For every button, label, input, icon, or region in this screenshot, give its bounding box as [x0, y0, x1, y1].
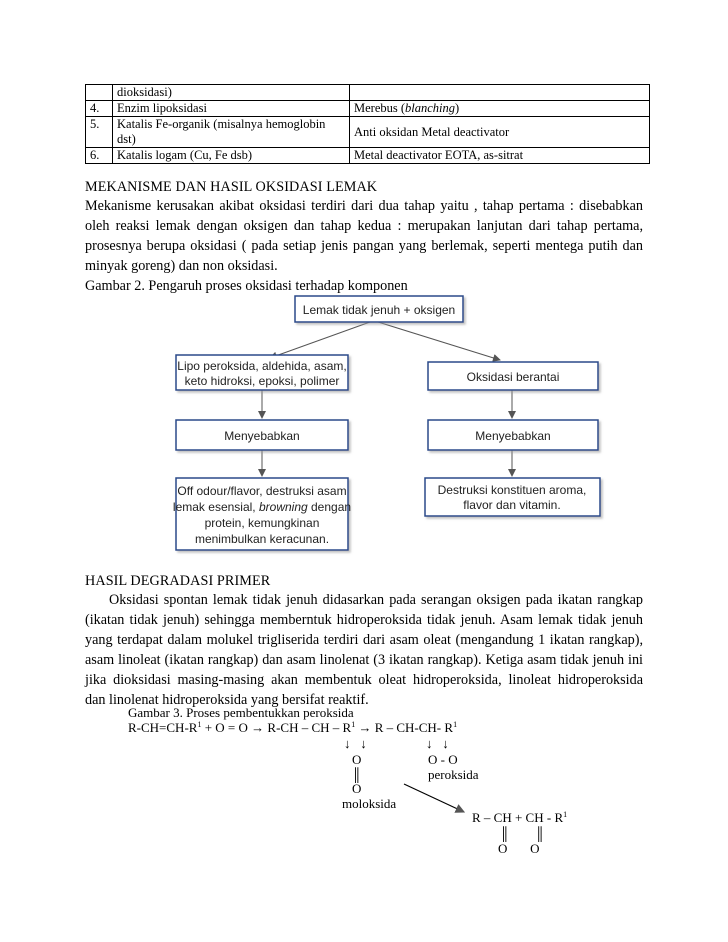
- section-heading: HASIL DEGRADASI PRIMER: [85, 573, 271, 589]
- flow-arrow: [270, 322, 370, 358]
- paragraph-line: prosesnya berupa oksidasi ( pada setiap jenis pangan yang berlemak, seperti mentega putih dan: [85, 238, 643, 254]
- box-label: Menyebabkan: [224, 429, 300, 443]
- paragraph-line: jika dioksidasi masing-masing akan membentuk oleat hidroperoksida, linoleat hidroperoksida: [85, 672, 643, 688]
- table-cell-cause: dioksidasi): [113, 85, 350, 101]
- down-arrows: ↓ ↓: [426, 736, 449, 751]
- reaction-equation: $R-CH=CH-R^1 + O = O \to R-CH$ – CH – $R^1 \to R - CH-CH-$ $R^1$: [128, 720, 458, 735]
- paragraph-line: minyak goreng) dan non oksidasi.: [85, 258, 278, 274]
- box-label: flavor dan vitamin.: [463, 498, 561, 512]
- diagram-box-chain-oxidation: [428, 362, 598, 390]
- reaction-arrow: [404, 784, 464, 812]
- box-label: lemak esensial, browning dengan: [172, 500, 352, 514]
- paragraph-line: oleh reaksi lemak dengan oksigen dan tahap kedua : merupakan lanjutan dari tahap pertama,: [85, 218, 643, 234]
- peroksida-label: peroksida: [428, 767, 479, 782]
- diagram-box-effects-left: [173, 478, 351, 550]
- product-bonds: ║ ║: [500, 826, 545, 841]
- cause-line: dst): [117, 132, 136, 146]
- section-heading: MEKANISME DAN HASIL OKSIDASI LEMAK: [85, 179, 378, 195]
- box-label: Lemak tidak jenuh + oksigen: [302, 303, 456, 317]
- box-label: menimbulkan keracunan.: [194, 532, 330, 546]
- product-oxygens: O O: [498, 841, 540, 856]
- table-cell-prevention: Anti oksidan Metal deactivator: [350, 117, 650, 148]
- moloksida-label: moloksida: [342, 796, 397, 811]
- table-cell-cause: Katalis logam (Cu, Fe dsb): [113, 148, 350, 164]
- prevention-text: ): [455, 101, 460, 115]
- prevention-italic: blanching: [405, 101, 456, 115]
- down-arrows: ↓ ↓: [344, 736, 367, 751]
- table-cell-num: 5.: [86, 117, 113, 148]
- prevention-text: Merebus (: [354, 101, 406, 115]
- double-bond: ║: [352, 767, 362, 782]
- table-cell-num: 6.: [86, 148, 113, 164]
- diagram-box-causes-left: [176, 420, 348, 450]
- oxygen-atom: O: [352, 781, 362, 796]
- table-cell-prevention: Metal deactivator EOTA, as-sitrat: [350, 148, 650, 164]
- box-label: keto hidroksi, epoksi, polimer: [184, 374, 340, 388]
- box-label: Menyebabkan: [475, 429, 551, 443]
- diagram-box-top: [295, 296, 463, 322]
- table-cell-num: 4.: [86, 101, 113, 117]
- cause-line: Katalis Fe-organik (misalnya hemoglobin: [117, 117, 326, 131]
- diagram-box-causes-right: [428, 420, 598, 450]
- product-formula: R – CH + CH - $R^1$: [472, 810, 568, 825]
- table-cell-cause: Enzim lipoksidasi: [113, 101, 350, 117]
- figure-caption: Gambar 2. Pengaruh proses oksidasi terhadap komponen: [85, 278, 408, 294]
- paragraph-line: yang terdapat dalam molukel trigliserida terdiri dari asam oleat (mengandung 1 ikatan rangkap),: [85, 632, 643, 648]
- paragraph-line: dan linolenat hidroperoksida yang bersifat reaktif.: [85, 692, 369, 708]
- paragraph-line: asam linoleat (ikatan rangkap) dan asam linolenat (3 ikatan rangkap). Ketiga asam tidak jenuh ini: [85, 652, 643, 668]
- paragraph: [85, 590, 643, 710]
- box-label: Oksidasi berantai: [466, 370, 560, 384]
- box-label: Destruksi konstituen aroma,: [437, 483, 587, 497]
- diagram-box-products: [176, 355, 348, 390]
- paragraph-line: Oksidasi spontan lemak tidak jenuh didasarkan pada serangan oksigen pada ikatan rangkap: [109, 592, 643, 608]
- figure-caption: Gambar 3. Proses pembentukkan peroksida: [128, 705, 354, 720]
- box-label: Off odour/flavor, destruksi asam: [177, 484, 347, 498]
- oxygen-atom: O: [352, 752, 362, 767]
- peroxide-bond: O - O: [428, 752, 458, 767]
- box-label: protein, kemungkinan: [204, 516, 320, 530]
- paragraph-line: (ikatan tidak jenuh) sehingga memberntuk hidroperoksida tidak jenuh. Asam lemak tidak jenuh: [85, 612, 643, 628]
- flow-arrow: [378, 322, 500, 360]
- box-label: Lipo peroksida, aldehida, asam,: [177, 359, 347, 373]
- paragraph-line: Mekanisme kerusakan akibat oksidasi terdiri dari dua tahap yaitu , tahap pertama : disebabkan: [85, 198, 643, 214]
- diagram-box-effects-right: [425, 478, 600, 516]
